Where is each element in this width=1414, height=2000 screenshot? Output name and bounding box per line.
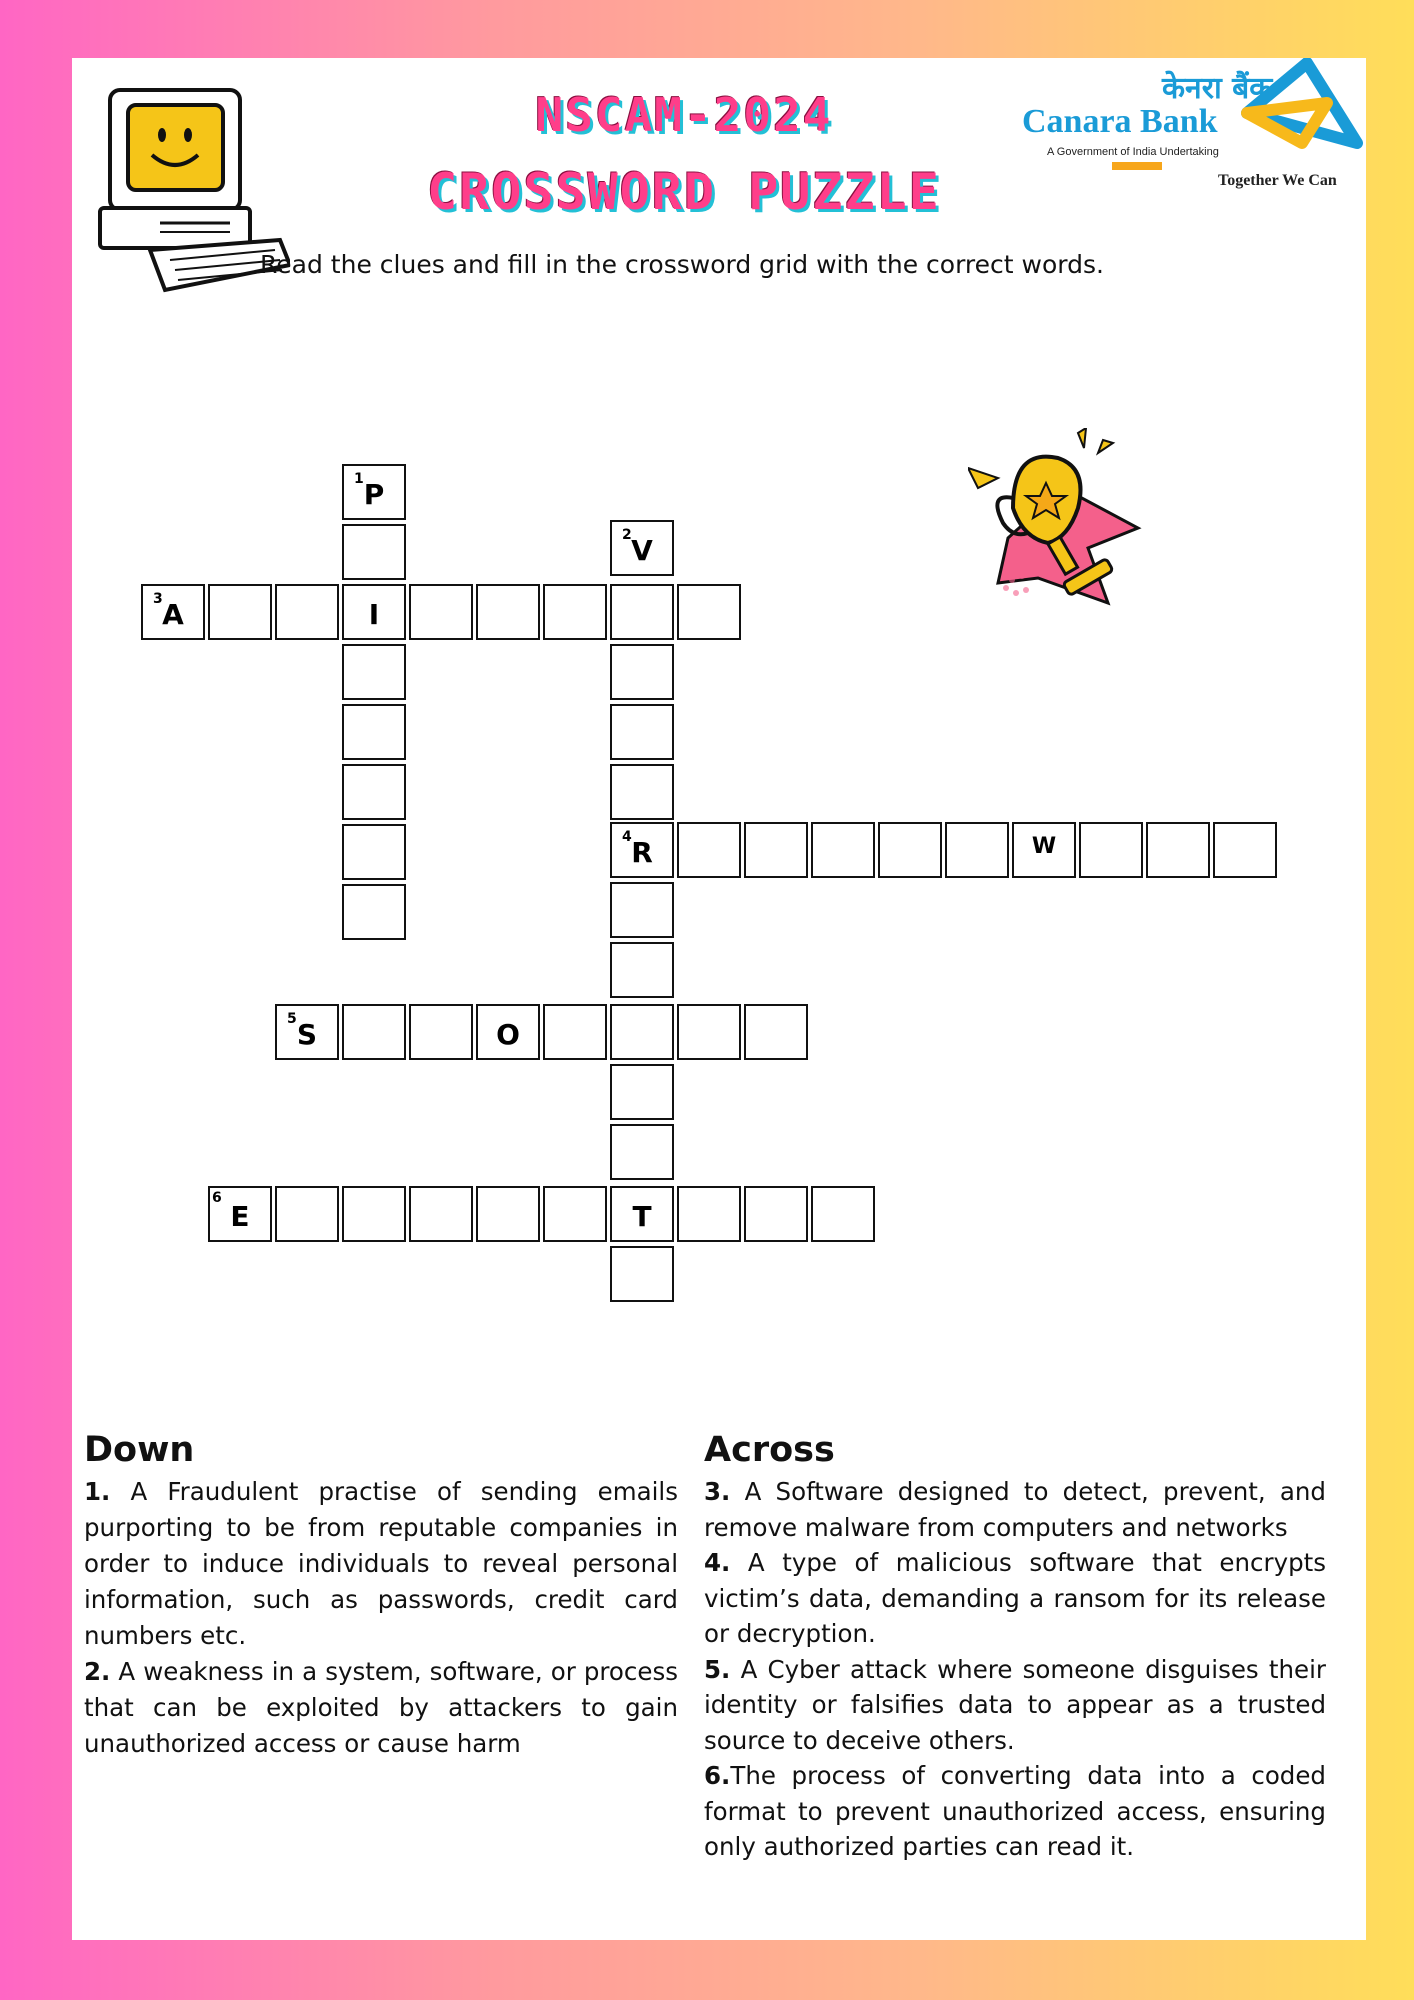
grid-cell[interactable] — [476, 584, 540, 640]
grid-cell[interactable] — [476, 1186, 540, 1242]
logo-tagline: Together We Can — [1218, 172, 1337, 189]
clue-number: 4 — [622, 829, 632, 845]
clue-text: A type of malicious software that encrypts victim’s data, demanding a ransom for its release or decryption. — [704, 1548, 1326, 1648]
grid-cell[interactable] — [610, 520, 674, 576]
grid-cell[interactable] — [342, 704, 406, 760]
grid-cell[interactable] — [476, 1004, 540, 1060]
title-line-2: CROSSWORD PUZZLE — [427, 163, 941, 221]
logo-hindi-name: केनरा बैंक — [1162, 71, 1273, 106]
grid-cell[interactable] — [1213, 822, 1277, 878]
across-clue-6 — [704, 1758, 1326, 1865]
grid-cell[interactable] — [610, 764, 674, 820]
grid-cell[interactable] — [543, 1004, 607, 1060]
grid-cell[interactable] — [610, 704, 674, 760]
cell-letter: A — [162, 598, 184, 631]
grid-cell[interactable] — [610, 644, 674, 700]
cell-letter: T — [632, 1200, 652, 1233]
grid-cell[interactable] — [342, 1186, 406, 1242]
grid-cell[interactable] — [811, 822, 875, 878]
title-line-1: NSCAM-2024 — [535, 88, 833, 142]
grid-cell[interactable] — [878, 822, 942, 878]
grid-cell[interactable] — [610, 942, 674, 998]
grid-cell[interactable] — [610, 584, 674, 640]
clue-text: A Cyber attack where someone disguises their identity or falsifies data to appear as a trusted source to deceive others. — [704, 1654, 1326, 1755]
grid-cell[interactable] — [543, 1186, 607, 1242]
grid-cell[interactable] — [409, 1004, 473, 1060]
down-clues — [84, 1430, 678, 1762]
grid-cell[interactable] — [610, 1186, 674, 1242]
grid-cell[interactable] — [1012, 822, 1076, 878]
clue-number: 3. — [704, 1477, 731, 1506]
grid-cell[interactable] — [677, 1004, 741, 1060]
clue-number: 6 — [212, 1190, 222, 1206]
grid-cell[interactable] — [677, 584, 741, 640]
grid-cell[interactable] — [945, 822, 1009, 878]
grid-cell[interactable] — [744, 822, 808, 878]
cell-letter: E — [230, 1200, 250, 1233]
grid-cell[interactable] — [677, 822, 741, 878]
cell-letter: O — [496, 1018, 520, 1051]
grid-cell[interactable] — [811, 1186, 875, 1242]
grid-cell[interactable] — [208, 584, 272, 640]
grid-cell[interactable] — [409, 1186, 473, 1242]
puzzle-page — [72, 58, 1366, 1940]
logo-subtitle: A Government of India Undertaking — [1047, 146, 1219, 158]
logo-name: Canara Bank — [1022, 103, 1218, 140]
grid-cell[interactable] — [342, 584, 406, 640]
clue-number: 5 — [287, 1011, 297, 1027]
down-clue-2 — [84, 1654, 678, 1762]
grid-cell[interactable] — [744, 1186, 808, 1242]
grid-cell[interactable] — [342, 884, 406, 940]
down-clue-1 — [84, 1474, 678, 1654]
across-clues — [704, 1430, 1326, 1865]
grid-cell[interactable] — [275, 584, 339, 640]
grid-cell[interactable] — [610, 1124, 674, 1180]
grid-cell[interactable] — [610, 1246, 674, 1302]
instructions: Read the clues and fill in the crossword grid with the correct words. — [260, 250, 1104, 279]
cell-letter: V — [631, 534, 653, 567]
cell-letter: R — [631, 836, 653, 869]
clue-number: 3 — [153, 591, 163, 607]
grid-cell[interactable] — [610, 822, 674, 878]
grid-cell[interactable] — [342, 464, 406, 520]
grid-cell[interactable] — [342, 524, 406, 580]
down-heading: Down — [84, 1430, 195, 1470]
grid-cell[interactable] — [610, 882, 674, 938]
clue-text: The process of converting data into a coded format to prevent unauthorized access, ensuring only authorized parties can read it. — [704, 1761, 1326, 1861]
grid-cell[interactable] — [342, 764, 406, 820]
clue-text: A weakness in a system, software, or process that can be exploited by attackers to gain unauthorized access or cause harm — [84, 1657, 678, 1758]
clue-number: 6. — [704, 1761, 731, 1790]
grid-cell[interactable] — [342, 824, 406, 880]
grid-cell[interactable] — [1146, 822, 1210, 878]
clue-text: A Software designed to detect, prevent, and remove malware from computers and networks — [704, 1477, 1326, 1542]
grid-cell[interactable] — [543, 584, 607, 640]
grid-cell[interactable] — [275, 1004, 339, 1060]
grid-cell[interactable] — [610, 1004, 674, 1060]
grid-cell[interactable] — [141, 584, 205, 640]
grid-cell[interactable] — [744, 1004, 808, 1060]
clue-number: 4. — [704, 1548, 731, 1577]
across-clue-4 — [704, 1545, 1326, 1652]
clue-number: 2. — [84, 1657, 111, 1686]
clue-number: 1. — [84, 1477, 111, 1506]
cell-letter: W — [1031, 834, 1057, 859]
cell-letter: S — [296, 1018, 318, 1051]
clue-number: 1 — [354, 471, 364, 487]
across-clue-5 — [704, 1652, 1326, 1759]
cell-letter: I — [368, 598, 380, 631]
across-clue-3 — [704, 1474, 1326, 1545]
grid-cell[interactable] — [610, 1064, 674, 1120]
clue-number: 5. — [704, 1654, 731, 1684]
grid-cell[interactable] — [409, 584, 473, 640]
grid-cell[interactable] — [677, 1186, 741, 1242]
clue-number: 2 — [622, 527, 632, 543]
grid-cell[interactable] — [342, 1004, 406, 1060]
grid-cell[interactable] — [275, 1186, 339, 1242]
grid-cell[interactable] — [1079, 822, 1143, 878]
across-heading: Across — [704, 1430, 835, 1470]
cell-letter: P — [363, 478, 385, 511]
clue-text: A Fraudulent practise of sending emails purporting to be from reputable companies in order to induce individuals to reveal personal information, such as passwords, credit card numbers etc. — [84, 1477, 678, 1650]
grid-cell[interactable] — [208, 1186, 272, 1242]
grid-cell[interactable] — [342, 644, 406, 700]
